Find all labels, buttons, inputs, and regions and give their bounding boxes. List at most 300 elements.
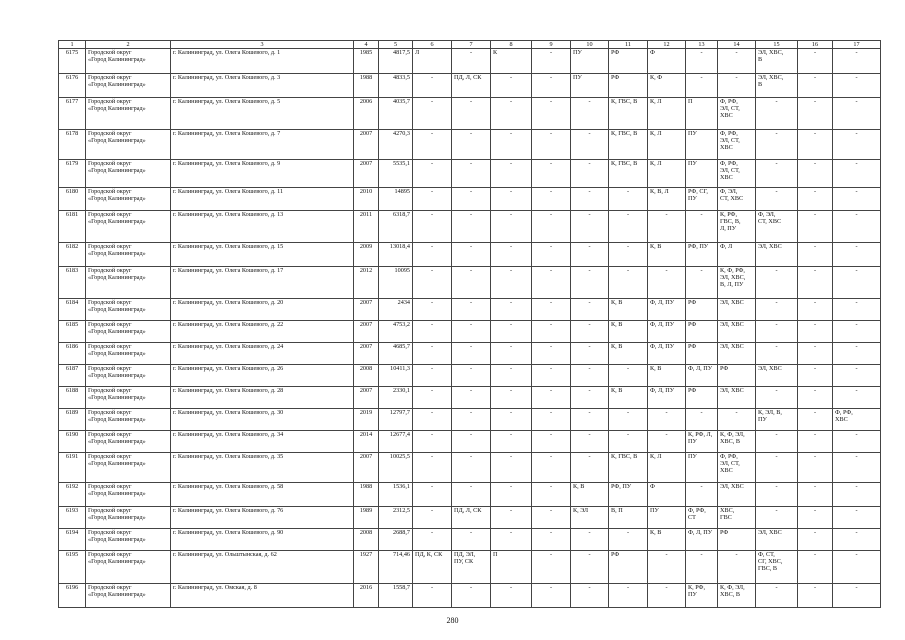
table-cell: - <box>413 365 452 387</box>
table-row <box>59 188 881 211</box>
table-cell: РФ <box>686 387 718 409</box>
table-cell: РФ, СГ, ПУ <box>686 188 718 211</box>
table-cell: - <box>413 160 452 188</box>
table-cell: - <box>798 529 833 551</box>
table-cell: Ф, ЭЛ, СТ, ХВС <box>756 211 798 243</box>
table-cell: - <box>491 584 532 608</box>
table-cell: - <box>413 130 452 160</box>
table-cell: - <box>452 211 491 243</box>
table-row <box>59 130 881 160</box>
table-cell: 2007 <box>354 160 379 188</box>
table-cell: - <box>491 74 532 98</box>
table-cell: 2012 <box>354 267 379 299</box>
column-header: 17 <box>833 41 881 49</box>
table-cell: - <box>756 188 798 211</box>
table-cell: - <box>452 188 491 211</box>
column-header: 2 <box>86 41 171 49</box>
column-header: 14 <box>718 41 756 49</box>
table-cell: - <box>532 188 571 211</box>
table-cell: Городской округ «Город Калининград» <box>86 409 171 431</box>
table-cell: - <box>571 188 609 211</box>
table-cell: Городской округ «Город Калининград» <box>86 584 171 608</box>
table-cell: - <box>756 160 798 188</box>
table-cell: г. Калининград, ул. Олега Кошевого, д. 28 <box>171 387 354 409</box>
table-cell: - <box>413 387 452 409</box>
table-row <box>59 584 881 608</box>
table-cell: Ф, РФ, ХВС <box>833 409 881 431</box>
table-cell: - <box>571 211 609 243</box>
table-cell: г. Калининград, ул. Олега Кошевого, д. 5 <box>171 98 354 130</box>
table-cell: - <box>833 130 881 160</box>
table-cell: ПД, Л, СК <box>452 74 491 98</box>
table-cell: РФ <box>686 299 718 321</box>
table-cell: - <box>798 365 833 387</box>
table-cell: - <box>833 431 881 453</box>
table-cell: - <box>756 453 798 483</box>
table-cell: 6194 <box>59 529 86 551</box>
table-cell: 2007 <box>354 343 379 365</box>
table-cell: П <box>491 551 532 584</box>
table-cell: 4817,5 <box>379 49 413 74</box>
table-cell: - <box>686 409 718 431</box>
table-cell: К, РФ, ПУ <box>686 584 718 608</box>
table-cell: 2019 <box>354 409 379 431</box>
table-cell: - <box>452 409 491 431</box>
table-cell: 6190 <box>59 431 86 453</box>
table-cell: К, В <box>648 529 686 551</box>
table-cell: - <box>609 267 648 299</box>
table-cell: - <box>491 409 532 431</box>
table-cell: 1927 <box>354 551 379 584</box>
table-cell: г. Калининград, ул. Олега Кошевого, д. 11 <box>171 188 354 211</box>
table-cell: - <box>756 130 798 160</box>
page-number: 280 <box>446 616 459 625</box>
table-cell: ЭЛ, ХВС <box>718 343 756 365</box>
table-cell: Городской округ «Город Калининград» <box>86 507 171 529</box>
table-cell: - <box>833 49 881 74</box>
table-cell: г. Калининград, ул. Олега Кошевого, д. 26 <box>171 365 354 387</box>
table-cell: 2009 <box>354 243 379 267</box>
table-cell: - <box>571 130 609 160</box>
table-cell: - <box>833 211 881 243</box>
table-cell: 6196 <box>59 584 86 608</box>
table-cell: - <box>833 267 881 299</box>
table-cell: - <box>756 321 798 343</box>
table-cell: - <box>413 431 452 453</box>
table-cell: ПД, К, СК <box>413 551 452 584</box>
table-cell: П <box>686 98 718 130</box>
table-cell: К, Ф, ЭЛ, ХВС, В <box>718 431 756 453</box>
table-cell: - <box>532 483 571 507</box>
table-cell: г. Калининград, ул. Олега Кошевого, д. 58 <box>171 483 354 507</box>
table-cell: 6178 <box>59 130 86 160</box>
table-cell: - <box>798 243 833 267</box>
table-cell: 13018,4 <box>379 243 413 267</box>
table-cell: - <box>532 160 571 188</box>
table-cell: Ф, СТ, СГ, ХВС, ГВС, В <box>756 551 798 584</box>
table-cell: - <box>571 584 609 608</box>
column-header: 15 <box>756 41 798 49</box>
table-cell: РФ <box>609 49 648 74</box>
table-cell: - <box>413 299 452 321</box>
table-cell: - <box>532 343 571 365</box>
table-row <box>59 243 881 267</box>
table-cell: - <box>718 74 756 98</box>
table-cell: - <box>756 343 798 365</box>
table-cell: - <box>609 584 648 608</box>
table-cell: - <box>491 160 532 188</box>
table-cell: Городской округ «Город Калининград» <box>86 243 171 267</box>
table-cell: - <box>413 507 452 529</box>
table-cell: - <box>491 343 532 365</box>
table-cell: - <box>532 507 571 529</box>
table-cell: ПД, Л, СК <box>452 507 491 529</box>
table-cell: 2007 <box>354 321 379 343</box>
table-cell: 6175 <box>59 49 86 74</box>
table-cell: - <box>413 98 452 130</box>
table-cell: К, Л <box>648 130 686 160</box>
table-cell: - <box>452 267 491 299</box>
table-cell: Городской округ «Город Калининград» <box>86 483 171 507</box>
table-cell: - <box>491 387 532 409</box>
table-cell: 6193 <box>59 507 86 529</box>
table-cell: - <box>833 507 881 529</box>
table-cell: - <box>648 267 686 299</box>
table-cell: - <box>413 343 452 365</box>
table-cell: Ф, Л, ПУ <box>648 387 686 409</box>
table-cell: - <box>718 409 756 431</box>
table-cell: 6191 <box>59 453 86 483</box>
table-cell: ПУ <box>648 507 686 529</box>
table-cell: - <box>532 321 571 343</box>
table-cell: - <box>532 211 571 243</box>
column-header: 10 <box>571 41 609 49</box>
table-cell: ЭЛ, ХВС <box>718 321 756 343</box>
table-cell: г. Калининград, ул. Олега Кошевого, д. 15 <box>171 243 354 267</box>
table-cell: - <box>798 387 833 409</box>
table-cell: г. Калининград, ул. Олега Кошевого, д. 13 <box>171 211 354 243</box>
table-cell: - <box>491 431 532 453</box>
table-cell: - <box>532 130 571 160</box>
table-cell: К, Ф, ЭЛ, ХВС, В <box>718 584 756 608</box>
table-cell: - <box>648 551 686 584</box>
table-row <box>59 160 881 188</box>
table-cell: 5535,1 <box>379 160 413 188</box>
table-cell: - <box>413 409 452 431</box>
table-cell: - <box>532 529 571 551</box>
table-cell: К, В <box>571 483 609 507</box>
table-cell: - <box>648 409 686 431</box>
table-cell: - <box>833 160 881 188</box>
table-cell: - <box>413 529 452 551</box>
table-cell: Ф, РФ, СТ <box>686 507 718 529</box>
table-cell: 6195 <box>59 551 86 584</box>
table-cell: - <box>571 453 609 483</box>
table-cell: - <box>756 483 798 507</box>
table-cell: - <box>833 365 881 387</box>
table-cell: 2007 <box>354 130 379 160</box>
table-cell: - <box>571 321 609 343</box>
table-cell: ПУ <box>686 160 718 188</box>
table-cell: РФ <box>686 321 718 343</box>
table-row <box>59 483 881 507</box>
column-header: 13 <box>686 41 718 49</box>
table-cell: Городской округ «Город Калининград» <box>86 267 171 299</box>
table-cell: - <box>452 453 491 483</box>
table-cell: - <box>833 483 881 507</box>
table-cell: Городской округ «Город Калининград» <box>86 453 171 483</box>
table-row <box>59 365 881 387</box>
table-cell: ЭЛ, ХВС <box>718 387 756 409</box>
table-cell: - <box>609 431 648 453</box>
table-cell: - <box>452 365 491 387</box>
table-cell: РФ <box>609 551 648 584</box>
table-row <box>59 453 881 483</box>
table-cell: - <box>609 409 648 431</box>
table-cell: - <box>532 98 571 130</box>
table-cell: - <box>413 453 452 483</box>
table-cell: 1988 <box>354 74 379 98</box>
table-row <box>59 529 881 551</box>
register-table <box>58 40 881 608</box>
table-cell: 6182 <box>59 243 86 267</box>
table-cell: Городской округ «Город Калининград» <box>86 49 171 74</box>
table-cell: 6186 <box>59 343 86 365</box>
table-cell: К, В <box>609 299 648 321</box>
table-cell: 2007 <box>354 453 379 483</box>
table-cell: - <box>571 551 609 584</box>
table-cell: - <box>648 211 686 243</box>
table-row <box>59 74 881 98</box>
table-cell: Ф, Л, ПУ <box>648 343 686 365</box>
table-cell: - <box>833 343 881 365</box>
table-cell: 12797,7 <box>379 409 413 431</box>
table-cell: - <box>833 551 881 584</box>
table-cell: - <box>833 453 881 483</box>
table-cell: - <box>798 160 833 188</box>
table-cell: Ф, РФ, ЭЛ, СТ, ХВС <box>718 98 756 130</box>
table-cell: 6187 <box>59 365 86 387</box>
table-cell: - <box>686 483 718 507</box>
table-cell: - <box>571 529 609 551</box>
table-cell: 2014 <box>354 431 379 453</box>
table-cell: - <box>413 267 452 299</box>
table-cell: - <box>452 431 491 453</box>
table-cell: - <box>413 188 452 211</box>
table-cell: - <box>571 387 609 409</box>
table-cell: 2434 <box>379 299 413 321</box>
table-cell: ХВС, ГВС <box>718 507 756 529</box>
table-cell: - <box>452 343 491 365</box>
table-cell: - <box>452 299 491 321</box>
table-cell: - <box>798 130 833 160</box>
table-row <box>59 507 881 529</box>
table-cell: - <box>532 49 571 74</box>
table-cell: - <box>609 211 648 243</box>
table-row <box>59 409 881 431</box>
header-row <box>59 41 881 49</box>
table-cell: г. Калининград, ул. Олега Кошевого, д. 34 <box>171 431 354 453</box>
table-cell: 6180 <box>59 188 86 211</box>
table-cell: - <box>833 74 881 98</box>
table-cell: г. Калининград, ул. Олега Кошевого, д. 22 <box>171 321 354 343</box>
table-cell: - <box>756 584 798 608</box>
table-cell: г. Калининград, ул. Олега Кошевого, д. 24 <box>171 343 354 365</box>
table-cell: 1989 <box>354 507 379 529</box>
table-cell: Городской округ «Город Калининград» <box>86 74 171 98</box>
table-cell: 12677,4 <box>379 431 413 453</box>
table-cell: ПУ <box>571 74 609 98</box>
table-cell: 2008 <box>354 529 379 551</box>
table-cell: г. Калининград, ул. Олега Кошевого, д. 3 <box>171 74 354 98</box>
table-cell: 2010 <box>354 188 379 211</box>
table-cell: г. Калининград, ул. Олега Кошевого, д. 76 <box>171 507 354 529</box>
table-cell: - <box>756 507 798 529</box>
table-cell: - <box>833 243 881 267</box>
table-cell: - <box>756 299 798 321</box>
table-cell: ЭЛ, ХВС <box>756 529 798 551</box>
table-cell: - <box>798 188 833 211</box>
table-cell: Л <box>413 49 452 74</box>
table-cell: 2008 <box>354 365 379 387</box>
table-cell: К, Ф <box>648 74 686 98</box>
table-cell: ПУ <box>571 49 609 74</box>
table-cell: К, Л <box>648 453 686 483</box>
table-cell: - <box>833 387 881 409</box>
table-cell: К <box>491 49 532 74</box>
table-cell: К, В, Л <box>648 188 686 211</box>
table-cell: - <box>452 160 491 188</box>
table-row <box>59 321 881 343</box>
table-cell: - <box>648 584 686 608</box>
table-cell: - <box>798 483 833 507</box>
table-row <box>59 551 881 584</box>
table-cell: - <box>452 130 491 160</box>
table-cell: Городской округ «Город Калининград» <box>86 321 171 343</box>
table-cell: К, ЭЛ, В, ПУ <box>756 409 798 431</box>
table-row <box>59 299 881 321</box>
table-cell: - <box>413 243 452 267</box>
table-cell: - <box>833 299 881 321</box>
table-cell: г. Калининград, ул. Олега Кошевого, д. 17 <box>171 267 354 299</box>
table-cell: - <box>571 431 609 453</box>
table-cell: ЭЛ, ХВС <box>718 299 756 321</box>
table-cell: - <box>532 551 571 584</box>
table-cell: - <box>609 188 648 211</box>
table-cell: - <box>452 529 491 551</box>
table-cell: 6189 <box>59 409 86 431</box>
table-cell: РФ <box>686 343 718 365</box>
table-cell: - <box>491 453 532 483</box>
table-cell: Ф <box>648 49 686 74</box>
table-cell: - <box>452 49 491 74</box>
table-cell: ЭЛ, ХВС <box>756 365 798 387</box>
table-cell: Ф, Л, ПУ <box>648 299 686 321</box>
table-cell: Ф, ЭЛ, СТ, ХВС <box>718 188 756 211</box>
column-header: 4 <box>354 41 379 49</box>
table-cell: - <box>798 211 833 243</box>
table-cell: г. Калининград, ул. Олега Кошевого, д. 20 <box>171 299 354 321</box>
table-cell: К, Л <box>648 98 686 130</box>
table-cell: г. Калининград, ул. Олега Кошевого, д. 9 <box>171 160 354 188</box>
table-cell: - <box>798 74 833 98</box>
table-cell: - <box>452 483 491 507</box>
table-cell: РФ <box>609 74 648 98</box>
table-cell: К, ГВС, В <box>609 160 648 188</box>
table-cell: - <box>833 529 881 551</box>
table-cell: 2312,5 <box>379 507 413 529</box>
table-cell: - <box>571 160 609 188</box>
table-cell: - <box>491 188 532 211</box>
table-cell: К, Ф, РФ, ЭЛ, ХВС, В, Л, ПУ <box>718 267 756 299</box>
table-cell: 14895 <box>379 188 413 211</box>
table-row <box>59 98 881 130</box>
table-cell: - <box>413 211 452 243</box>
table-cell: - <box>532 74 571 98</box>
table-cell: - <box>756 267 798 299</box>
table-cell: 714,46 <box>379 551 413 584</box>
table-cell: Ф, Л <box>718 243 756 267</box>
table-cell: ПУ <box>686 130 718 160</box>
table-cell: - <box>609 529 648 551</box>
table-cell: - <box>491 98 532 130</box>
table-cell: ЭЛ, ХВС <box>756 243 798 267</box>
table-cell: К, В <box>609 321 648 343</box>
table-cell: ПД, ЭЛ, ПУ, СК <box>452 551 491 584</box>
table-cell: Городской округ «Город Калининград» <box>86 98 171 130</box>
table-cell: К, В <box>609 387 648 409</box>
table-cell: - <box>571 267 609 299</box>
table-cell: 4833,5 <box>379 74 413 98</box>
table-cell: - <box>798 267 833 299</box>
table-cell: - <box>798 551 833 584</box>
table-cell: - <box>491 267 532 299</box>
table-cell: Городской округ «Город Калининград» <box>86 387 171 409</box>
table-cell: Ф, РФ, ЭЛ, СТ, ХВС <box>718 453 756 483</box>
table-cell: 2011 <box>354 211 379 243</box>
table-cell: - <box>452 387 491 409</box>
table-cell: 6183 <box>59 267 86 299</box>
table-cell: - <box>833 584 881 608</box>
table-cell: - <box>609 243 648 267</box>
table-cell: Городской округ «Город Калининград» <box>86 343 171 365</box>
table-cell: - <box>452 243 491 267</box>
table-cell: - <box>452 98 491 130</box>
table-cell: 4270,3 <box>379 130 413 160</box>
table-cell: - <box>571 365 609 387</box>
table-cell: К, Л <box>648 160 686 188</box>
table-cell: 6181 <box>59 211 86 243</box>
table-cell: - <box>491 211 532 243</box>
table-cell: К, ЭЛ <box>571 507 609 529</box>
table-cell: - <box>491 507 532 529</box>
table-body <box>59 49 881 608</box>
table-cell: - <box>686 49 718 74</box>
table-cell: К, В <box>648 365 686 387</box>
table-cell: ЭЛ, ХВС, В <box>756 74 798 98</box>
table-cell: - <box>798 49 833 74</box>
table-cell: Ф, Л, ПУ <box>686 365 718 387</box>
table-cell: Ф, РФ, ЭЛ, СТ, ХВС <box>718 160 756 188</box>
table-cell: г. Калининград, ул. Омская, д. 8 <box>171 584 354 608</box>
table-cell: - <box>491 483 532 507</box>
table-cell: - <box>609 365 648 387</box>
table-cell: 2007 <box>354 387 379 409</box>
table-cell: - <box>798 507 833 529</box>
table-cell: 2006 <box>354 98 379 130</box>
table-cell: 4685,7 <box>379 343 413 365</box>
table-cell: - <box>413 74 452 98</box>
